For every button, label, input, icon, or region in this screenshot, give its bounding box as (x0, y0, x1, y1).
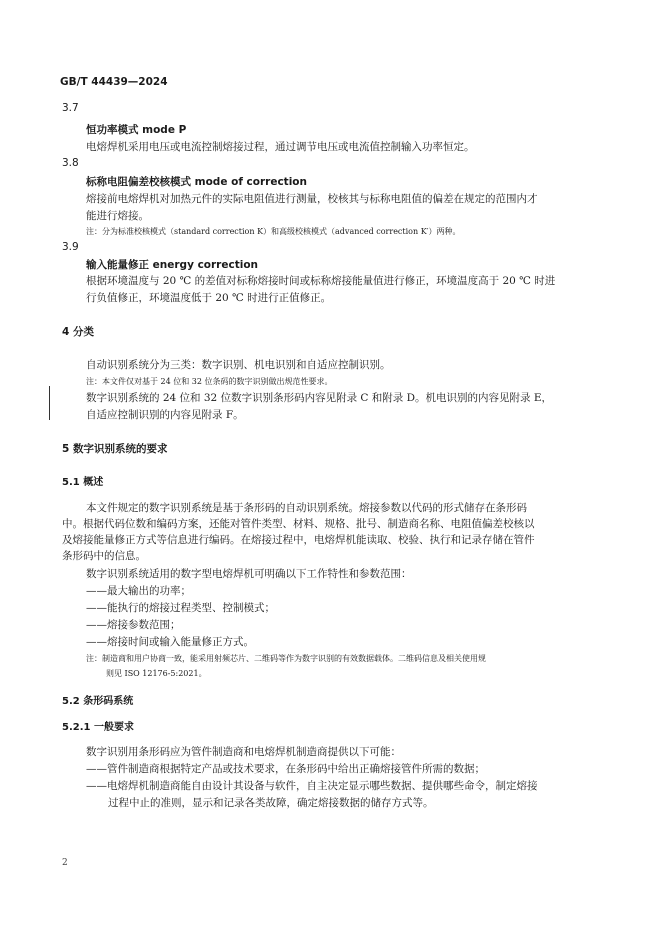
section-4-title: 4 分类 (62, 326, 94, 338)
list-item: ——熔接参数范围； (86, 619, 181, 631)
clause-3-7-number: 3.7 (62, 102, 79, 114)
list-item: ——能执行的熔接过程类型、控制模式； (86, 602, 275, 614)
section-5-1-title: 5.1 概述 (62, 477, 104, 488)
section-4-line3: 自适应控制识别的内容见附录 F。 (86, 409, 244, 421)
section-5-title: 5 数字识别系统的要求 (62, 443, 168, 455)
clause-3-9-definition-line1: 根据环境温度与 20 ℃ 的差值对标称熔接时间或标称熔接能量值进行修正，环境温度高于 20 ℃ 时进 (86, 275, 556, 287)
section-5-1-para-line1: 本文件规定的数字识别系统是基于条形码的自动识别系统。熔接参数以代码的形式储存在条形码 (86, 502, 527, 514)
section-4-line1: 自动识别系统分为三类：数字识别、机电识别和自适应控制识别。 (86, 359, 391, 371)
clause-3-8-definition-line1: 熔接前电熔焊机对加热元件的实际电阻值进行测量，校核其与标称电阻值的偏差在规定的范围内才 (86, 193, 538, 205)
list-item: ——最大输出的功率； (86, 585, 191, 597)
list-item-continuation: 过程中止的准则，显示和记录各类故障，确定熔接数据的储存方式等。 (108, 797, 434, 809)
clause-3-9-number: 3.9 (62, 241, 79, 253)
page-number: 2 (62, 858, 68, 868)
section-5-1-para2: 数字识别系统适用的数字型电熔焊机可明确以下工作特性和参数范围： (86, 568, 412, 580)
section-5-1-para-line3: 及熔接能量修正方式等信息进行编码。在熔接过程中，电熔焊机能读取、校验、执行和记录存储在管件 (62, 534, 535, 546)
clause-3-8-definition-line2: 能进行熔接。 (86, 210, 149, 222)
list-item: ——电熔焊机制造商能自由设计其设备与软件，自主决定显示哪些数据、提供哪些命令，制定熔接 (86, 780, 538, 792)
standard-number: GB/T 44439—2024 (60, 76, 168, 88)
section-5-1-note-line1: 注：制造商和用户协商一致，能采用射频芯片、二维码等作为数字识别的有效数据载体。二维码信息及相关使用规 (86, 654, 486, 663)
clause-3-7-definition: 电熔焊机采用电压或电流控制熔接过程，通过调节电压或电流值控制输入功率恒定。 (86, 141, 475, 153)
clause-3-9-definition-line2: 行负值修正，环境温度低于 20 ℃ 时进行正值修正。 (86, 292, 332, 304)
section-5-2-title: 5.2 条形码系统 (62, 696, 134, 707)
list-item: ——熔接时间或输入能量修正方式。 (86, 636, 254, 648)
section-5-1-para-line4: 条形码中的信息。 (62, 550, 146, 562)
section-5-1-para-line2: 中。根据代码位数和编码方案，还能对管件类型、材料、规格、批号、制造商名称、电阻值偏差校核以 (62, 518, 535, 530)
clause-3-8-number: 3.8 (62, 157, 79, 169)
section-5-2-1-para: 数字识别用条形码应为管件制造商和电熔焊机制造商提供以下可能： (86, 746, 401, 758)
section-4-line2: 数字识别系统的 24 位和 32 位数字识别条形码内容见附录 C 和附录 D。机电识别的内容见附录 E， (86, 392, 553, 404)
clause-3-8-term: 标称电阻偏差校核模式 mode of correction (86, 176, 307, 188)
clause-3-9-term: 输入能量修正 energy correction (86, 259, 259, 271)
section-5-2-1-title: 5.2.1 一般要求 (62, 722, 134, 733)
list-item: ——管件制造商根据特定产品或技术要求，在条形码中给出正确熔接管件所需的数据； (86, 763, 485, 775)
clause-3-8-note: 注：分为标准校核模式（standard correction K）和高级校核模式（advanced correction K′）两种。 (86, 227, 461, 236)
section-4-note: 注：本文件仅对基于 24 位和 32 位条码的数字识别做出规范性要求。 (86, 377, 333, 386)
clause-3-7-term: 恒功率模式 mode P (86, 124, 187, 136)
section-5-1-note-line2: 则见 ISO 12176-5:2021。 (106, 669, 207, 678)
change-bar (49, 386, 50, 420)
